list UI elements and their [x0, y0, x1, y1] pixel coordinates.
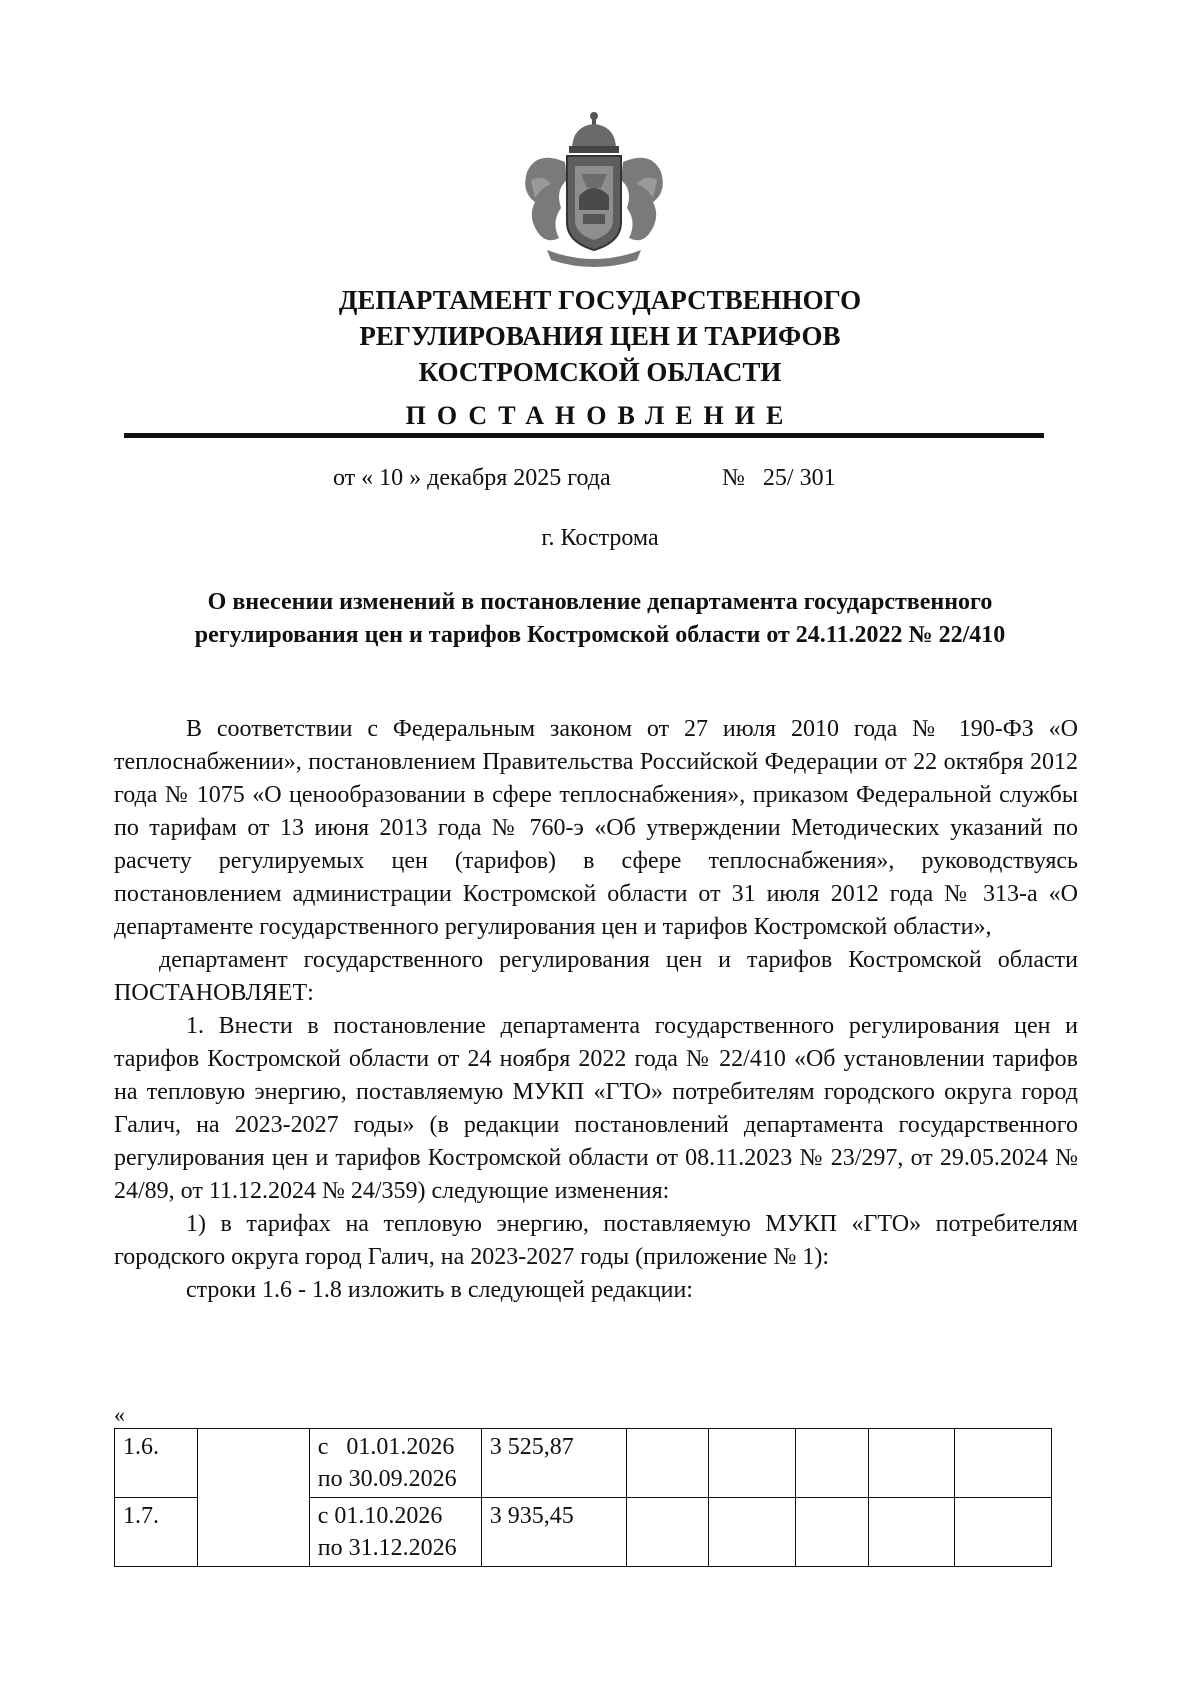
period-cell — [309, 1498, 481, 1567]
title-divider — [124, 433, 1044, 438]
decree-body — [114, 713, 1078, 1307]
empty-cell — [955, 1429, 1052, 1498]
empty-cell — [869, 1498, 955, 1567]
subject-line: регулирования цен и тарифов Костромской области от 24.11.2022 № 22/410 — [194, 622, 1006, 648]
preamble-paragraph: В соответствии с Федеральным законом от 27 июля 2010 года № 190-ФЗ «О теплоснабжении», постановлением Правительства Российской Федерации от 22 октября 2012 года № 1075 «О ценообразовании в сфере теплоснабжения», приказом Федеральной службы по тарифам от 13 июня 2013 года № 760-э «Об утверждении Методических указаний по расчету регулируемых цен (тарифов) в сфере теплоснабжения», руководствуясь постановлением администрации Костромской области от 31 июля 2012 года № 313-а «О департаменте государственного регулирования цен и тарифов Костромской области», — [114, 716, 1078, 940]
table-row — [115, 1429, 1052, 1498]
department-line: РЕГУЛИРОВАНИЯ ЦЕН И ТАРИФОВ — [359, 321, 841, 351]
empty-cell — [869, 1429, 955, 1498]
empty-cell — [709, 1498, 796, 1567]
period-to: по 31.12.2026 — [317, 1535, 457, 1561]
row-number: 1.6. — [115, 1429, 198, 1498]
period-from: с 01.10.2026 — [317, 1503, 443, 1529]
department-line: КОСТРОМСКОЙ ОБЛАСТИ — [418, 357, 782, 387]
kostroma-coat-of-arms-icon — [517, 110, 672, 272]
period-cell — [309, 1429, 481, 1498]
row-number: 1.7. — [115, 1498, 198, 1567]
empty-cell — [796, 1429, 869, 1498]
empty-cell — [626, 1429, 709, 1498]
period-to: по 30.09.2026 — [317, 1466, 457, 1492]
decree-date: от « 10 » декабря 2025 года — [333, 465, 611, 491]
empty-cell — [796, 1498, 869, 1567]
subject-line: О внесении изменений в постановление департамента государственного — [207, 589, 993, 615]
decree-city: г. Кострома — [541, 525, 659, 551]
number-value: 25/ 301 — [762, 465, 836, 491]
tariff-value: 3 525,87 — [481, 1429, 626, 1498]
tariff-table — [114, 1428, 1052, 1567]
tariff-value: 3 935,45 — [481, 1498, 626, 1567]
resolution-paragraph: департамент государственного регулирования цен и тарифов Костромской области ПОСТАНОВЛЯЕТ: — [114, 947, 1078, 1006]
number-sign: № — [722, 465, 745, 491]
rows-instruction: строки 1.6 - 1.8 изложить в следующей редакции: — [186, 1277, 693, 1303]
opening-quote: « — [114, 1402, 125, 1427]
department-name — [0, 282, 1200, 390]
empty-cell — [197, 1429, 309, 1567]
subitem-1-paragraph: 1) в тарифах на тепловую энергию, поставляемую МУКП «ГТО» потребителям городского округа город Галич, на 2023-2027 годы (приложение № 1): — [114, 1211, 1078, 1270]
empty-cell — [626, 1498, 709, 1567]
decree-number — [722, 463, 836, 493]
item-1-paragraph: 1. Внести в постановление департамента государственного регулирования цен и тарифов Костромской области от 24 ноября 2022 года № 22/410 «Об установлении тарифов на тепловую энергию, поставляемую МУКП «ГТО» потребителям городского округа город Галич, на 2023-2027 годы» (в редакции постановлений департамента государственного регулирования цен и тарифов Костромской области от 08.11.2023 № 23/297, от 29.05.2024 № 24/89, от 11.12.2024 № 24/359) следующие изменения: — [114, 1013, 1078, 1204]
department-line: ДЕПАРТАМЕНТ ГОСУДАРСТВЕННОГО — [338, 285, 862, 315]
decree-title: ПОСТАНОВЛЕНИЕ — [405, 401, 795, 430]
empty-cell — [955, 1498, 1052, 1567]
decree-subject — [0, 586, 1200, 652]
period-from: с 01.01.2026 — [317, 1434, 455, 1460]
empty-cell — [709, 1429, 796, 1498]
